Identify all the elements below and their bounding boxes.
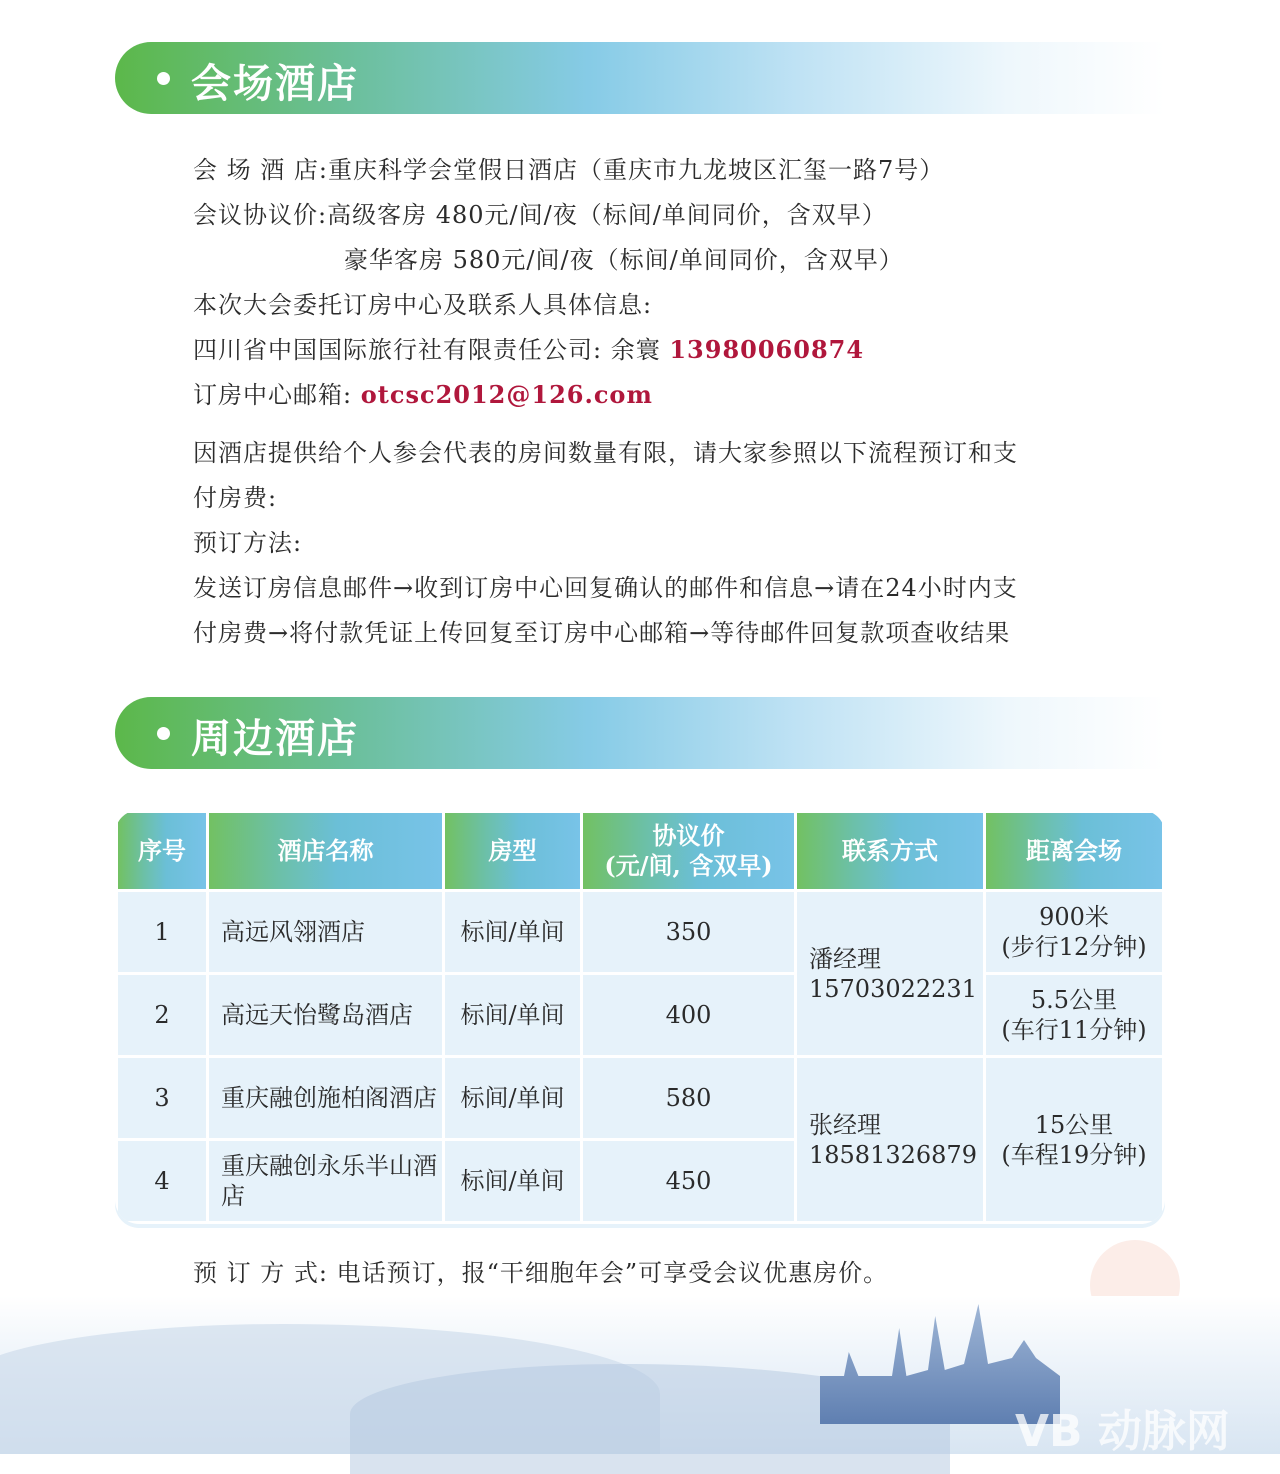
cell-contact: 张经理 18581326879 <box>797 1058 983 1221</box>
section-title: 会场酒店 <box>191 60 359 107</box>
cell-price: 350 <box>583 892 794 972</box>
cell-name: 高远风翎酒店 <box>209 892 442 972</box>
header-name: 酒店名称 <box>209 813 442 889</box>
bullet-icon <box>157 72 170 85</box>
cell-type: 标间/单间 <box>445 892 580 972</box>
email-line: 订房中心邮箱: otcsc2012@126.com <box>193 380 653 409</box>
table-header-row <box>118 813 1162 889</box>
header-distance: 距离会场 <box>986 813 1162 889</box>
flow-line-1: 发送订房信息邮件→收到订房中心回复确认的邮件和信息→请在24小时内支 <box>193 574 1018 602</box>
booking-intro: 本次大会委托订房中心及联系人具体信息: <box>193 291 653 319</box>
table-row <box>118 1058 1162 1138</box>
header-type: 房型 <box>445 813 580 889</box>
cell-distance: 15公里 (车程19分钟) <box>986 1058 1162 1221</box>
cell-name: 重庆融创施柏阁酒店 <box>209 1058 442 1138</box>
cell-contact: 潘经理 15703022231 <box>797 892 983 1055</box>
cell-name: 重庆融创永乐半山酒店 <box>209 1141 442 1221</box>
cell-name: 高远天怡鹭岛酒店 <box>209 975 442 1055</box>
header-price: 协议价 (元/间, 含双早) <box>583 813 794 889</box>
header-contact: 联系方式 <box>797 813 983 889</box>
email-link[interactable]: otcsc2012@126.com <box>360 380 653 409</box>
watermark-logo: VB 动脉网 <box>1015 1406 1230 1457</box>
cell-no: 4 <box>118 1141 206 1221</box>
section-title: 周边酒店 <box>191 715 359 762</box>
cell-no: 2 <box>118 975 206 1055</box>
agency-phone[interactable]: 13980060874 <box>669 335 865 364</box>
section-banner-nearby-hotels <box>115 697 1165 769</box>
cell-price: 400 <box>583 975 794 1055</box>
note-line-1: 因酒店提供给个人参会代表的房间数量有限，请大家参照以下流程预订和支 <box>193 439 1018 467</box>
bullet-icon <box>157 727 170 740</box>
cell-no: 1 <box>118 892 206 972</box>
note-line-2: 付房费: <box>193 484 278 512</box>
price-line-1: 会议协议价:高级客房 480元/间/夜（标间/单间同价，含双早） <box>193 201 887 229</box>
nearby-hotels-table <box>115 810 1165 1224</box>
footer-booking-note: 预 订 方 式: 电话预订，报“干细胞年会”可享受会议优惠房价。 <box>193 1259 889 1287</box>
cell-distance: 900米 (步行12分钟) <box>986 892 1162 972</box>
flow-line-2: 付房费→将付款凭证上传回复至订房中心邮箱→等待邮件回复款项查收结果 <box>193 619 1011 647</box>
cell-type: 标间/单间 <box>445 1058 580 1138</box>
price-line-2: 豪华客房 580元/间/夜（标间/单间同价，含双早） <box>344 246 904 274</box>
table-row <box>118 975 1162 1055</box>
cell-price: 580 <box>583 1058 794 1138</box>
cell-no: 3 <box>118 1058 206 1138</box>
header-no: 序号 <box>118 813 206 889</box>
venue-hotel-line: 会 场 酒 店:重庆科学会堂假日酒店（重庆市九龙坡区汇玺一路7号） <box>193 156 945 184</box>
cell-price: 450 <box>583 1141 794 1221</box>
agency-line: 四川省中国国际旅行社有限责任公司: 余寰 13980060874 <box>193 335 865 364</box>
cell-type: 标间/单间 <box>445 975 580 1055</box>
section-banner-venue-hotel <box>115 42 1165 114</box>
cell-distance: 5.5公里 (车行11分钟) <box>986 975 1162 1055</box>
cell-type: 标间/单间 <box>445 1141 580 1221</box>
table-row <box>118 892 1162 972</box>
method-label: 预订方法: <box>193 529 303 557</box>
